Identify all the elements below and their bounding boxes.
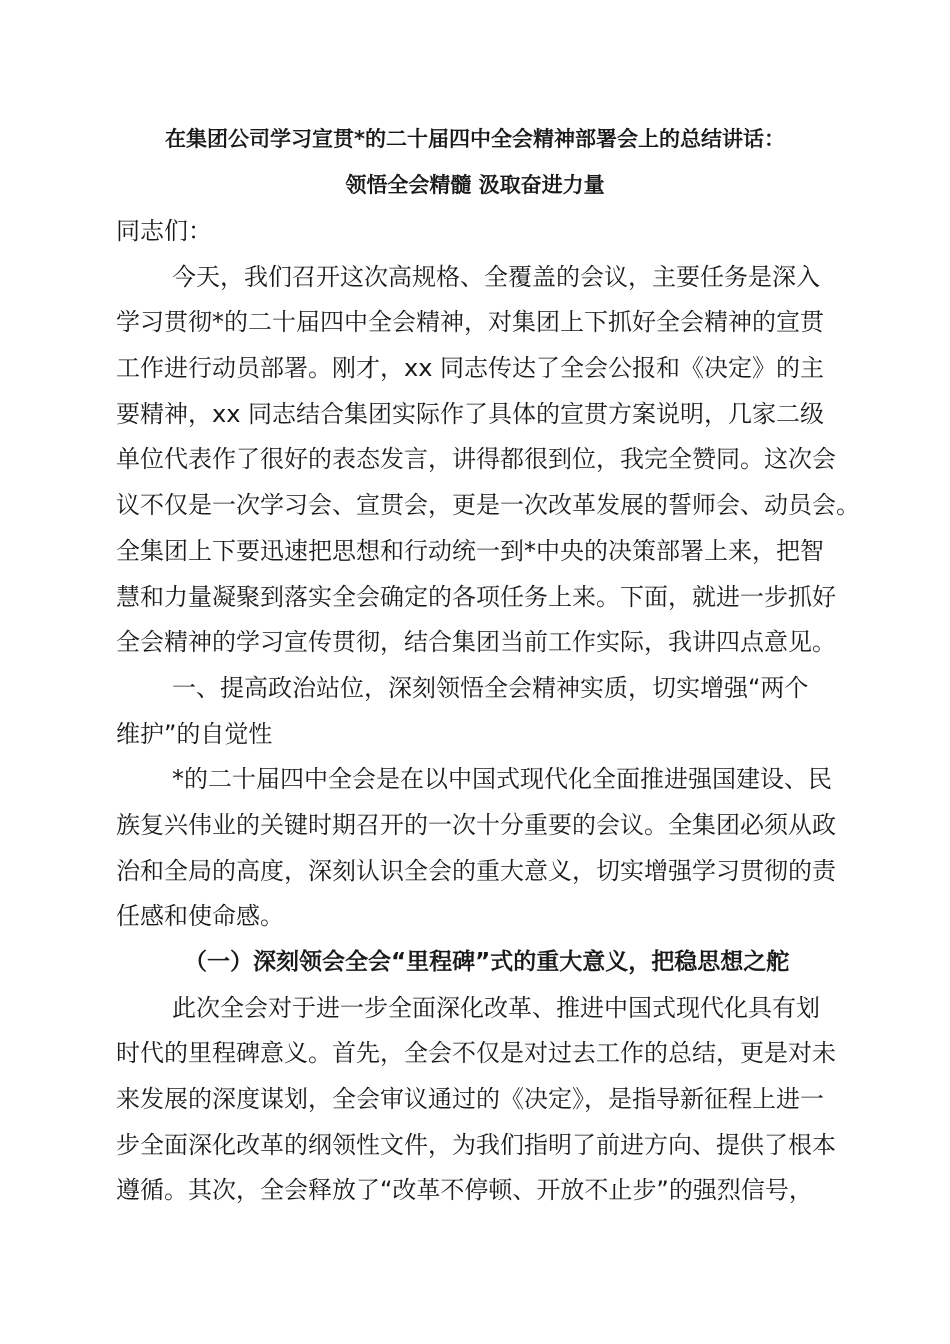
document-title-line-2: 领悟全会精髓 汲取奋进力量 <box>345 173 605 197</box>
section-heading-line: 维护”的自觉性 <box>116 719 273 748</box>
paragraph-line: 遵循。其次，全会释放了“改革不停顿、开放不止步”的强烈信号， <box>116 1176 813 1205</box>
paragraph-line: 全集团上下要迅速把思想和行动统一到*中央的决策部署上来，把智 <box>116 536 824 565</box>
section-heading-line: 一、提高政治站位，深刻领悟全会精神实质，切实增强“两个 <box>172 673 809 702</box>
paragraph-line: 单位代表作了很好的表态发言，讲得都很到位，我完全赞同。这次会 <box>116 445 836 474</box>
paragraph-line: 全会精神的学习宣传贯彻，结合集团当前工作实际，我讲四点意见。 <box>116 628 836 657</box>
document-title-line-1: 在集团公司学习宣贯*的二十届四中全会精神部署会上的总结讲话： <box>165 127 785 151</box>
paragraph-line: 任感和使命感。 <box>116 902 284 931</box>
document-body <box>116 209 860 1214</box>
paragraph-line: 族复兴伟业的关键时期召开的一次十分重要的会议。全集团必须从政 <box>116 810 836 839</box>
paragraph-line: 来发展的深度谋划，全会审议通过的《决定》，是指导新征程上进一 <box>116 1085 824 1114</box>
paragraph-line: 今天，我们召开这次高规格、全覆盖的会议，主要任务是深入 <box>172 262 820 291</box>
paragraph-line: 此次全会对于进一步全面深化改革、推进中国式现代化具有划 <box>172 993 820 1022</box>
paragraph-line: 慧和力量凝聚到落实全会确定的各项任务上来。下面，就进一步抓好 <box>116 582 836 611</box>
paragraph-line: 步全面深化改革的纲领性文件，为我们指明了前进方向、提供了根本 <box>116 1130 836 1159</box>
paragraph-line: 工作进行动员部署。刚才，xx 同志传达了全会公报和《决定》的主 <box>116 354 825 383</box>
paragraph-line: 学习贯彻*的二十届四中全会精神，对集团上下抓好全会精神的宣贯 <box>116 308 824 337</box>
paragraph-line: 要精神，xx 同志结合集团实际作了具体的宣贯方案说明，几家二级 <box>116 399 825 428</box>
sub-heading: （一）深刻领会全会“里程碑”式的重大意义，把稳思想之舵 <box>184 949 790 975</box>
salutation: 同志们： <box>116 217 212 245</box>
paragraph-line: 时代的里程碑意义。首先，全会不仅是对过去工作的总结，更是对未 <box>116 1039 836 1068</box>
paragraph-line: 治和全局的高度，深刻认识全会的重大意义，切实增强学习贯彻的责 <box>116 856 836 885</box>
paragraph-line: *的二十届四中全会是在以中国式现代化全面推进强国建设、民 <box>172 765 832 794</box>
paragraph-line: 议不仅是一次学习会、宣贯会，更是一次改革发展的誓师会、动员会。 <box>116 491 860 520</box>
